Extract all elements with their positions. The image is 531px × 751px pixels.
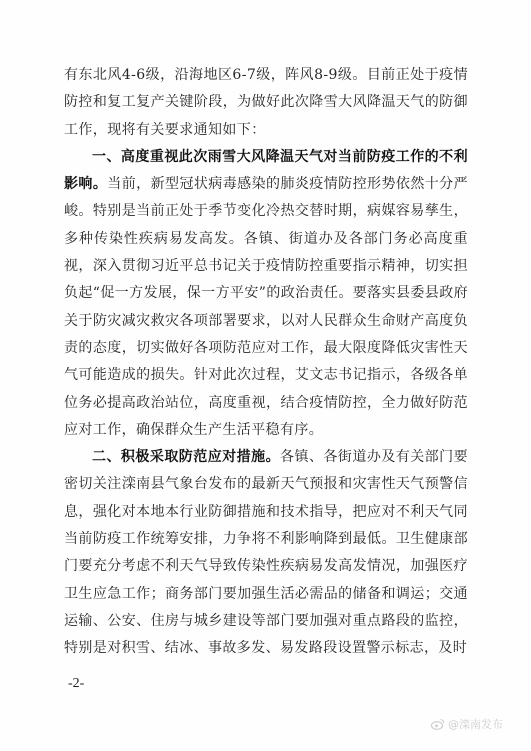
weibo-logo-icon [431,718,445,730]
section-1-heading: 一、高度重视此次雨雪大风降温天气对当前防疫工作的不利影响。 [64,148,468,193]
weibo-watermark [431,716,503,732]
page-number: -2- [68,676,85,691]
document-body [64,62,468,663]
section-1-body: 当前，新型冠状病毒感染的肺炎疫情防控形势依然十分严峻。特别是当前正处于季节变化冷热交替时期，病媒容易孳生，多种传染性疾病易发高发。各镇、街道办及各部门务必高度重视，深入贯彻习近平总书记关于疫情防控重要指示精神，切实担负起“促一方发展，保一方平安”的政治责任。要落实县委县政府关于防灾减灾救灾各项部署要求，以对人民群众生命财产高度负责的态度，切实做好各项防范应对工作，最大限度降低灾害性天气可能造成的损失。针对此次过程，艾文志书记指示，各级各单位务必提高政治站位，高度重视，结合疫情防控，全力做好防范应对工作，确保群众生产生活平稳有序。 [64,176,469,438]
section-2-paragraph [64,444,468,662]
intro-paragraph: 有东北风4-6级，沿海地区6-7级，阵风8-9级。目前正处于疫情防控和复工复产关键阶段，为做好此次降雪大风降温天气的防御工作，现将有关要求通知如下： [64,67,468,138]
watermark-label: @滦南发布 [448,718,503,731]
section-1-paragraph [64,144,468,444]
section-2-body: 各镇、各街道办及有关部门要密切关注滦南县气象台发布的最新天气预报和灾害性天气预警信息，强化对本地本行业防御措施和技术指导，把应对不利天气同当前防疫工作统筹安排，力争将不利影响降到最低。卫生健康部门要充分考虑不利天气导致传染性疾病易发高发情况，加强医疗卫生应急工作；商务部门要加强生活必需品的储备和调运；交通运输、公安、住房与城乡建设等部门要加强对重点路段的监控，特别是对积雪、结冰、事故多发、易发路段设置警示标志，及时 [64,449,468,657]
section-2-heading: 二、积极采取防范应对措施。 [92,449,281,466]
